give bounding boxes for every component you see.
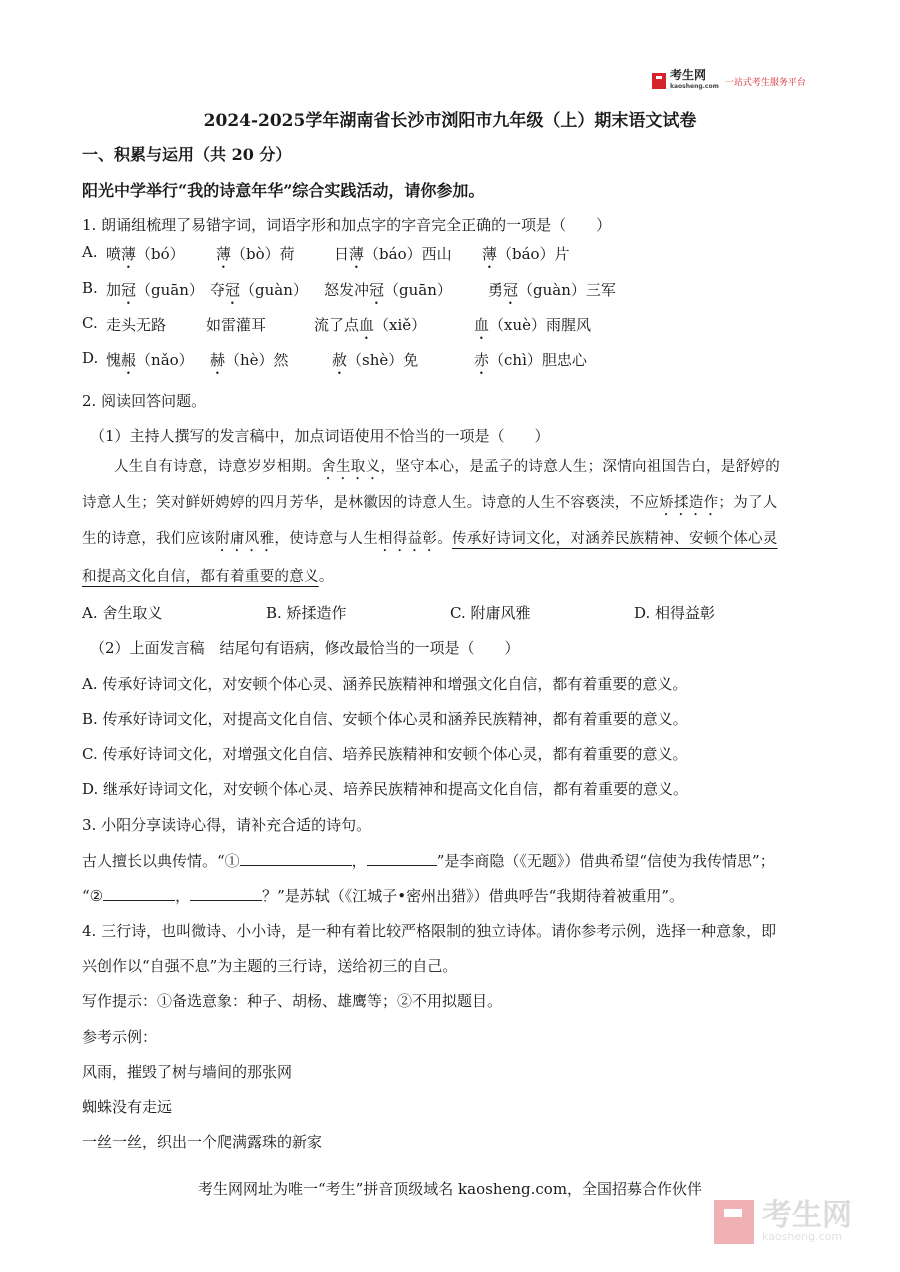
q1-d-item-1: 愧赧（nǎo） [106, 351, 194, 369]
poem-line-1: 风雨，摧毁了树与墙间的那张网 [82, 1063, 293, 1081]
q2-opt-b: B. 矫揉造作 [266, 604, 347, 622]
q3-line-2: “② ， ？”是苏轼（《江城子•密州出猎》）借典呼告“我期待着被重用”。 [82, 887, 684, 905]
brand-name: 考生网 kaosheng.com [670, 68, 719, 90]
section-heading: 一、积累与运用（共 20 分） [82, 145, 292, 164]
q2-sub2-option-b: B. 传承好诗词文化，对提高文化自信、安顿个体心灵和涵养民族精神，都有着重要的意义。 [82, 710, 688, 728]
q1-c-item-4: 血（xuè）雨腥风 [474, 316, 592, 334]
q2-sub2-option-d: D. 继承好诗词文化，对安顿个体心灵、培养民族精神和提高文化自信，都有着重要的意义。 [82, 780, 689, 798]
q1-b-item-1: 加冠（guān） [106, 281, 204, 299]
q1-d-item-2: 赫（hè）然 [210, 351, 289, 369]
blank-2a [103, 886, 175, 901]
q1-c-item-3: 流了点血（xiě） [314, 316, 427, 334]
watermark [714, 1200, 852, 1244]
q1-d-item-4: 赤（chì）胆忠心 [474, 351, 587, 369]
q1-option-d: D. 愧赧（nǎo） 赫（hè）然 赦（shè）免 赤（chì）胆忠心 [82, 349, 782, 371]
passage-line-2: 诗意人生；笑对鲜妍娉婷的四月芳华，是林徽因的诗意人生。诗意的人生不容亵渎，不应矫揉造作；为了人 [82, 495, 778, 511]
brand-slogan: 一站式考生服务平台 [724, 77, 806, 88]
q1-b-item-3: 怒发冲冠（guān） [324, 281, 452, 299]
poem-line-2: 蜘蛛没有走远 [82, 1098, 173, 1116]
activity-intro: 阳光中学举行“我的诗意年华”综合实践活动，请你参加。 [82, 181, 485, 200]
q1-c-item-2: 如雷灌耳 [206, 316, 267, 334]
q2-sub1-options [82, 602, 782, 624]
q1-d-item-3: 赦（shè）免 [332, 351, 419, 369]
q1-a-item-2: 薄（bò）荷 [216, 245, 295, 263]
q2-sub2-option-c: C. 传承好诗词文化，对增强文化自信、培养民族精神和安顿个体心灵，都有着重要的意义。 [82, 745, 688, 763]
passage-line-1: 人生自有诗意，诗意岁岁相期。舍生取义，坚守本心，是孟子的诗意人生；深情向祖国告白，是舒婷的 [114, 459, 781, 475]
blank-1a [240, 851, 352, 866]
brand-logo [652, 70, 806, 92]
page-footer: 考生网网址为唯一“考生”拼音顶级域名 kaosheng.com，全国招募合作伙伴 [197, 1180, 703, 1198]
q3-line-1: 古人擅长以典传情。“① ， ”是李商隐（《无题》）借典希望“信使为我传情思”； [82, 852, 775, 870]
q2-sub1: （1）主持人撰写的发言稿中，加点词语使用不恰当的一项是（ ） [90, 427, 550, 445]
q1-b-item-4: 勇冠（guàn）三军 [488, 281, 616, 299]
q2-opt-d: D. 相得益彰 [634, 604, 716, 622]
q4-stem-line-2: 兴创作以“自强不息”为主题的三行诗，送给初三的自己。 [82, 957, 458, 975]
poem-line-3: 一丝一丝，织出一个爬满露珠的新家 [82, 1133, 323, 1151]
q4-reference-label: 参考示例： [82, 1028, 158, 1046]
q1-c-item-1: 走头无路 [106, 316, 167, 334]
q4-stem-line-1: 4. 三行诗，也叫微诗、小小诗，是一种有着比较严格限制的独立诗体。请你参考示例，选择一种意象，即 [82, 922, 777, 940]
q2-sub2-option-a: A. 传承好诗词文化，对安顿个体心灵、涵养民族精神和增强文化自信，都有着重要的意义。 [82, 675, 688, 693]
watermark-name: 考生网 kaosheng.com [762, 1198, 852, 1243]
q1-a-item-4: 薄（báo）片 [482, 245, 570, 263]
brand-logo-icon [652, 73, 666, 89]
watermark-logo-icon [714, 1200, 754, 1244]
q1-option-c: C. 走头无路 如雷灌耳 流了点血（xiě） 血（xuè）雨腥风 [82, 314, 782, 336]
passage-line-4: 和提高文化自信，都有着重要的意义。 [82, 569, 334, 585]
passage-line-3: 生的诗意，我们应该附庸风雅，使诗意与人生相得益彰。传承好诗词文化，对涵养民族精神、安顿个体心灵 [82, 531, 778, 547]
q2-stem: 2. 阅读回答问题。 [82, 392, 207, 410]
q2-opt-a: A. 舍生取义 [82, 604, 163, 622]
q4-writing-tip: 写作提示：①备选意象：种子、胡杨、雄鹰等；②不用拟题目。 [82, 992, 503, 1010]
q1-b-item-2: 夺冠（guàn） [210, 281, 308, 299]
blank-1b [367, 851, 437, 866]
q3-stem: 3. 小阳分享读诗心得，请补充合适的诗句。 [82, 816, 372, 834]
q2-opt-c: C. 附庸风雅 [450, 604, 531, 622]
q1-option-a: A. 喷薄（bó） 薄（bò）荷 日薄（báo）西山 薄（báo）片 [82, 243, 782, 265]
q1-a-item-3: 日薄（báo）西山 [334, 245, 452, 263]
q1-stem: 1. 朗诵组梳理了易错字词，词语字形和加点字的字音完全正确的一项是（ ） [82, 216, 612, 234]
blank-2b [190, 886, 262, 901]
q1-a-item-1: 喷薄（bó） [106, 245, 185, 263]
exam-title: 2024-2025学年湖南省长沙市浏阳市九年级（上）期末语文试卷 [203, 111, 697, 131]
q2-sub2: （2）上面发言稿 结尾句有语病，修改最恰当的一项是（ ） [90, 639, 520, 657]
q1-option-b: B. 加冠（guān） 夺冠（guàn） 怒发冲冠（guān） 勇冠（guàn）三军 [82, 279, 782, 301]
